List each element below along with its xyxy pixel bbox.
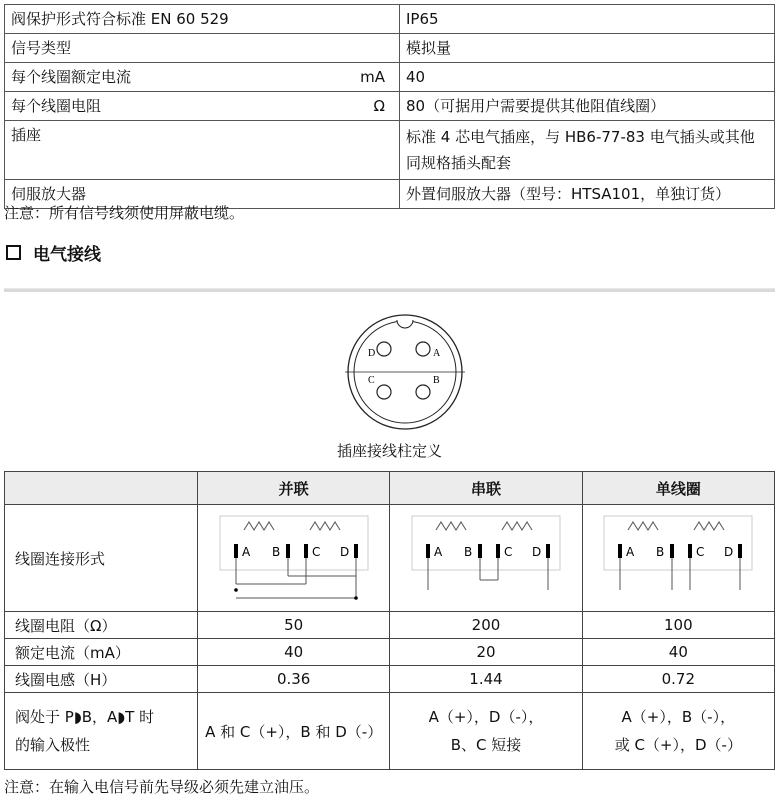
section-heading xyxy=(4,240,101,265)
diag-label-c: C xyxy=(311,545,321,559)
pin-label-c: C xyxy=(368,375,375,386)
row-label: 线圈电阻（Ω） xyxy=(5,612,198,639)
parallel-wiring-diagram xyxy=(214,510,374,606)
spec-row xyxy=(5,5,775,34)
row-label: 线圈电感（H） xyxy=(5,666,198,693)
spec-label: 信号类型 xyxy=(5,34,400,63)
spec-label: 插座 xyxy=(5,121,400,180)
pin-label-b: B xyxy=(433,375,440,386)
parallel-diagram-cell xyxy=(198,505,390,612)
spec-value: IP65 xyxy=(400,5,775,34)
pin-label-d: D xyxy=(368,348,376,359)
oil-pressure-note: 注意：在输入电信号前先导级必须先建立油压。 xyxy=(4,778,320,796)
cell-series: 200 xyxy=(390,612,582,639)
shield-cable-note: 注意：所有信号线须使用屏蔽电缆。 xyxy=(4,204,245,222)
diag-label-a: A xyxy=(241,545,250,559)
header-empty xyxy=(5,472,198,505)
series-wiring-diagram xyxy=(406,510,566,606)
socket-caption: 插座接线柱定义 xyxy=(336,442,442,460)
spec-label: 每个线圈电阻 Ω xyxy=(5,92,400,121)
cell-single: 0.72 xyxy=(582,666,774,693)
cell-series: 1.44 xyxy=(390,666,582,693)
cell-parallel: 50 xyxy=(198,612,390,639)
spec-unit: Ω xyxy=(373,97,385,115)
header-series: 串联 xyxy=(390,472,582,505)
spec-unit: mA xyxy=(360,68,385,86)
divider xyxy=(4,288,775,292)
pin-label-a: A xyxy=(433,348,441,359)
spec-label: 伺服放大器 xyxy=(5,180,400,209)
section-title: 电气接线 xyxy=(33,245,101,265)
spec-table xyxy=(4,4,775,209)
checkbox-square-icon xyxy=(6,245,21,260)
diag-label-d: D xyxy=(531,545,542,559)
table-row xyxy=(5,666,775,693)
cell-series: 20 xyxy=(390,639,582,666)
diag-label-b: B xyxy=(656,545,665,559)
diag-label-d: D xyxy=(339,545,349,559)
row-label: 额定电流（mA） xyxy=(5,639,198,666)
header-single-coil: 单线圈 xyxy=(582,472,774,505)
polarity-label: 阀处于 P◗B，A◗T 时 的输入极性 xyxy=(5,693,198,770)
table-row xyxy=(5,639,775,666)
polarity-series: A（+），D（-）， B、C 短接 xyxy=(390,693,582,770)
table-row xyxy=(5,612,775,639)
single-coil-diagram-cell xyxy=(582,505,774,612)
diag-label-c: C xyxy=(503,545,513,559)
socket-pin-diagram xyxy=(343,310,467,434)
cell-parallel: 40 xyxy=(198,639,390,666)
diag-label-d: D xyxy=(724,545,734,559)
spec-label: 每个线圈额定电流 mA xyxy=(5,63,400,92)
spec-label: 阀保护形式符合标准 EN 60 529 xyxy=(5,5,400,34)
cell-single: 40 xyxy=(582,639,774,666)
diag-label-c: C xyxy=(696,545,705,559)
spec-row xyxy=(5,121,775,180)
spec-value: 标准 4 芯电气插座，与 HB6-77-83 电气插头或其他同规格插头配套 xyxy=(400,121,775,180)
polarity-single: A（+），B（-）， 或 C（+），D（-） xyxy=(582,693,774,770)
cell-parallel: 0.36 xyxy=(198,666,390,693)
spec-value: 80（可据用户需要提供其他阻值线圈） xyxy=(400,92,775,121)
spec-row xyxy=(5,92,775,121)
coil-connection-table xyxy=(4,471,775,770)
header-parallel: 并联 xyxy=(198,472,390,505)
polarity-parallel: A 和 C（+），B 和 D（-） xyxy=(198,693,390,770)
spec-value: 40 xyxy=(400,63,775,92)
diag-label-b: B xyxy=(463,545,473,559)
polarity-row xyxy=(5,693,775,770)
diag-label-a: A xyxy=(433,545,443,559)
spec-value: 模拟量 xyxy=(400,34,775,63)
diag-label-a: A xyxy=(626,545,635,559)
cell-single: 100 xyxy=(582,612,774,639)
diagram-row-label: 线圈连接形式 xyxy=(5,505,198,612)
spec-row xyxy=(5,63,775,92)
diag-label-b: B xyxy=(271,545,280,559)
single-coil-wiring-diagram xyxy=(598,510,758,606)
spec-value: 外置伺服放大器（型号：HTSA101，单独订货） xyxy=(400,180,775,209)
spec-row xyxy=(5,34,775,63)
series-diagram-cell xyxy=(390,505,582,612)
